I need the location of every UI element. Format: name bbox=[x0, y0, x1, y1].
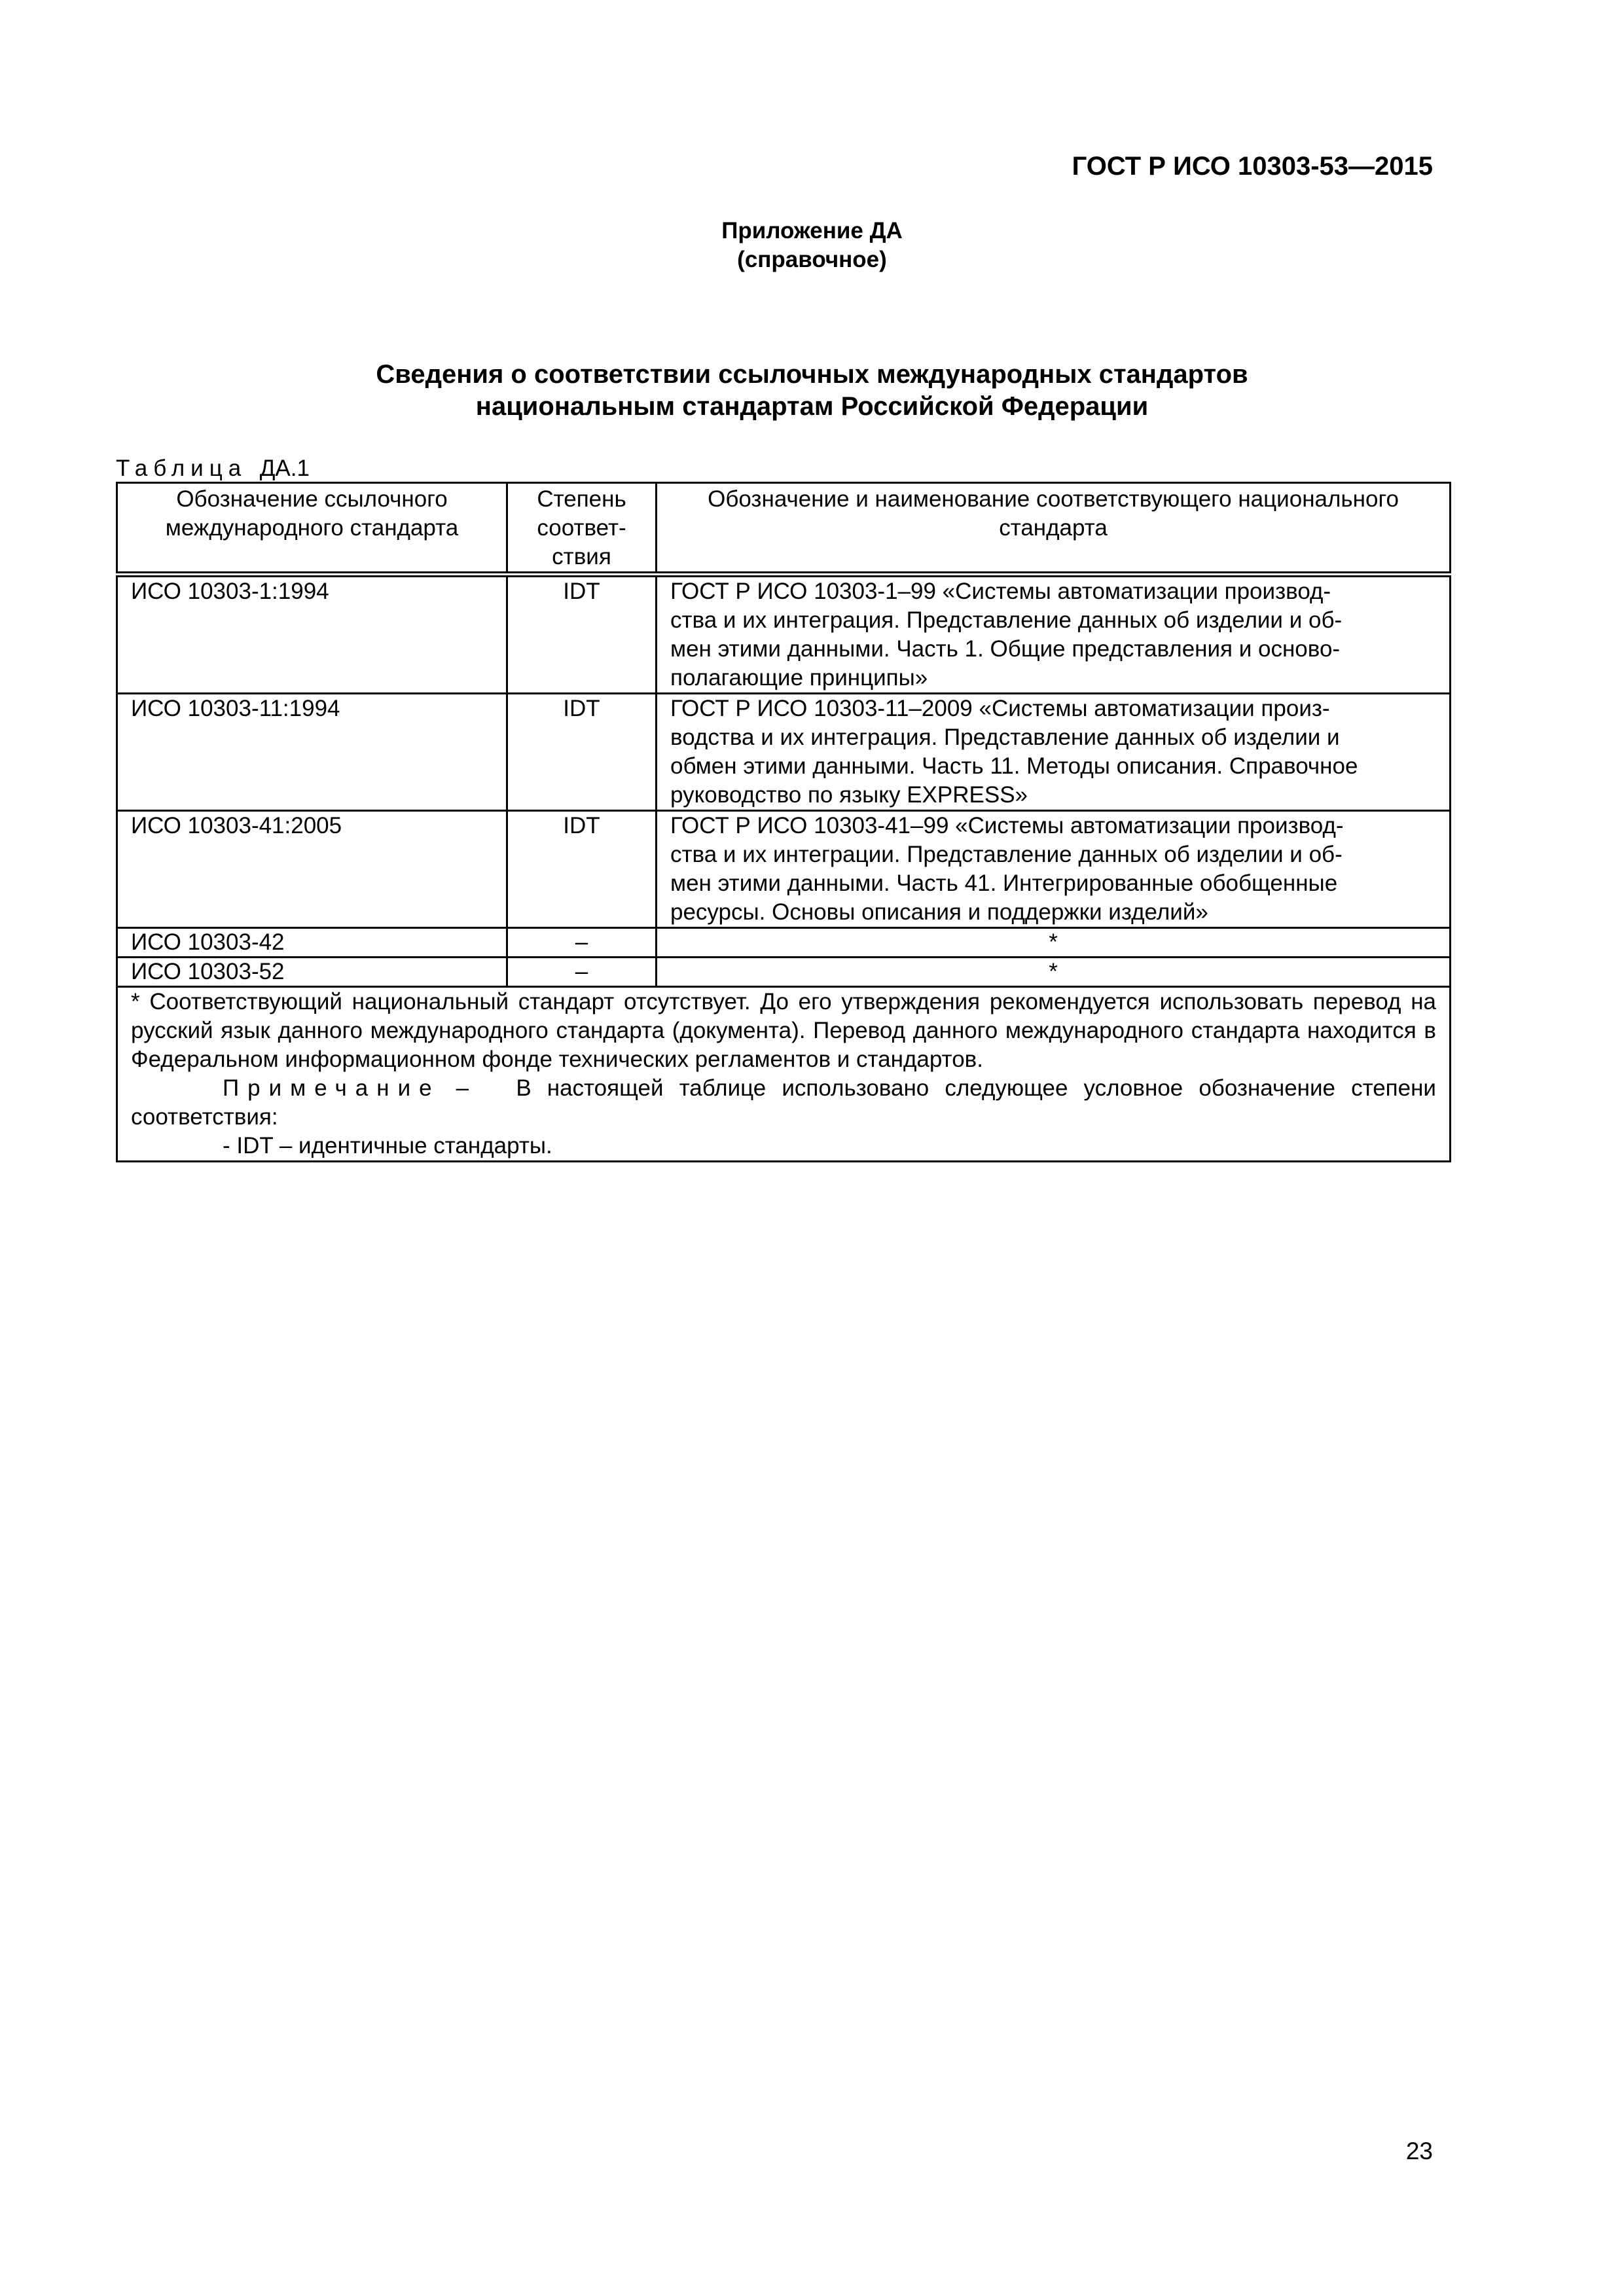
table-footnote-cell bbox=[117, 987, 1451, 1162]
appendix-heading bbox=[0, 217, 1624, 274]
cell-international-code: ИСО 10303-11:1994 bbox=[117, 694, 507, 811]
table-caption-word: Таблица bbox=[116, 456, 247, 481]
cell-text-line: ГОСТ Р ИСО 10303-11–2009 «Системы автоматизации произ- bbox=[670, 696, 1330, 721]
header-text-line: Обозначение ссылочного bbox=[176, 486, 448, 512]
cell-text-line: водства и их интеграция. Представление данных об изделии и bbox=[670, 725, 1340, 750]
cell-national-standard: * bbox=[657, 958, 1451, 987]
table-row bbox=[117, 694, 1451, 811]
cell-text-line: руководство по языку EXPRESS» bbox=[670, 782, 1028, 808]
cell-international-code: ИСО 10303-1:1994 bbox=[117, 575, 507, 694]
cell-international-code: ИСО 10303-52 bbox=[117, 958, 507, 987]
cell-text-line: полагающие принципы» bbox=[670, 665, 928, 691]
cell-text-line: мен этими данными. Часть 1. Общие представления и осново- bbox=[670, 636, 1341, 662]
header-degree bbox=[507, 483, 657, 575]
table-header-row bbox=[117, 483, 1451, 575]
cell-degree: IDT bbox=[507, 575, 657, 694]
document-header-code: ГОСТ Р ИСО 10303-53—2015 bbox=[1072, 152, 1433, 181]
cell-text-line: ГОСТ Р ИСО 10303-41–99 «Системы автоматизации производ- bbox=[670, 813, 1344, 838]
table-row bbox=[117, 575, 1451, 694]
cell-national-standard bbox=[657, 694, 1451, 811]
table-row bbox=[117, 928, 1451, 958]
cell-national-standard: * bbox=[657, 928, 1451, 958]
table-row bbox=[117, 811, 1451, 928]
header-international-standard bbox=[117, 483, 507, 575]
header-text-line: стандарта bbox=[999, 515, 1108, 541]
cell-text-line: обмен этими данными. Часть 11. Методы описания. Справочное bbox=[670, 753, 1358, 779]
table-caption bbox=[116, 456, 310, 482]
note-text: В настоящей таблице использовано следующее условное обозначение степени соответствия: bbox=[131, 1075, 1436, 1130]
cell-international-code: ИСО 10303-42 bbox=[117, 928, 507, 958]
note-dash: – bbox=[456, 1075, 469, 1101]
cell-degree: – bbox=[507, 958, 657, 987]
cell-national-standard bbox=[657, 575, 1451, 694]
cell-degree: IDT bbox=[507, 694, 657, 811]
header-national-standard bbox=[657, 483, 1451, 575]
cell-degree: – bbox=[507, 928, 657, 958]
cell-text-line: ства и их интеграция. Представление данных об изделии и об- bbox=[670, 607, 1343, 633]
table-row bbox=[117, 958, 1451, 987]
note-item: - IDT – идентичные стандарты. bbox=[223, 1133, 552, 1158]
title-line-1: Сведения о соответствии ссылочных международных стандартов bbox=[376, 360, 1248, 389]
appendix-type: (справочное) bbox=[737, 247, 887, 272]
title-line-2: национальным стандартам Российской Федерации bbox=[475, 392, 1149, 421]
cell-text-line: мен этими данными. Часть 41. Интегрированные обобщенные bbox=[670, 870, 1338, 896]
cell-text-line: ресурсы. Основы описания и поддержки изделий» bbox=[670, 899, 1208, 925]
note-paragraph bbox=[131, 1074, 1436, 1132]
reference-standards-table bbox=[116, 482, 1451, 1162]
header-text-line: соответ- bbox=[537, 515, 626, 541]
header-text-line: ствия bbox=[552, 544, 611, 569]
cell-text-line: ГОСТ Р ИСО 10303-1–99 «Системы автоматизации производ- bbox=[670, 579, 1331, 604]
table-caption-id: ДА.1 bbox=[259, 456, 310, 481]
page-number: 23 bbox=[1405, 2138, 1433, 2164]
cell-international-code: ИСО 10303-41:2005 bbox=[117, 811, 507, 928]
appendix-label: Приложение ДА bbox=[721, 218, 903, 243]
header-text-line: Обозначение и наименование соответствующего национального bbox=[708, 486, 1399, 512]
note-label: Примечание bbox=[223, 1075, 441, 1101]
header-text-line: международного стандарта bbox=[165, 515, 459, 541]
header-text-line: Степень bbox=[537, 486, 626, 512]
table-footnote-row bbox=[117, 987, 1451, 1162]
cell-national-standard bbox=[657, 811, 1451, 928]
page-title bbox=[0, 359, 1624, 423]
cell-degree: IDT bbox=[507, 811, 657, 928]
cell-text-line: ства и их интеграции. Представление данных об изделии и об- bbox=[670, 842, 1343, 867]
footnote-text: * Соответствующий национальный стандарт отсутствует. До его утверждения рекомендуется использовать перевод на русский язык данного международного стандарта (документа). Перевод данного международного стандарта находится в Федеральном информационном фонде технических регламентов и стандартов. bbox=[131, 989, 1436, 1072]
